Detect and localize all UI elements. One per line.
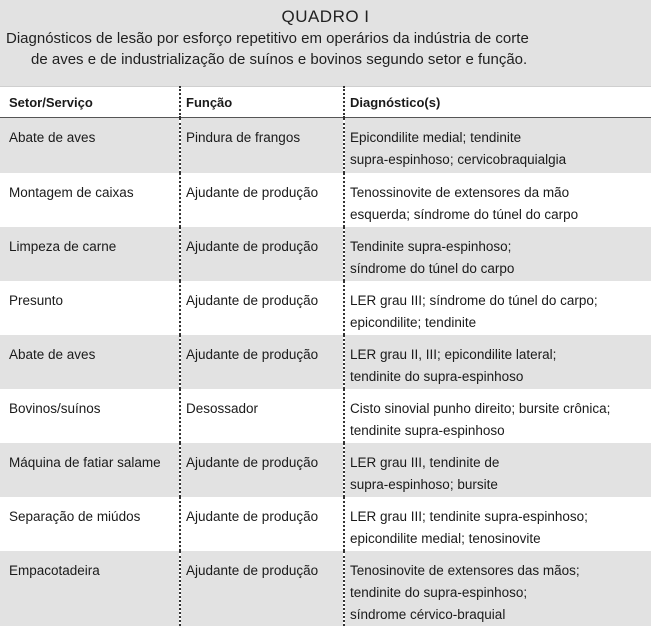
cell-diagnostico	[344, 443, 651, 497]
cell-diagnostico	[344, 335, 651, 389]
table-caption	[0, 28, 651, 70]
diagnostico-line: Cisto sinovial punho direito; bursite crônica;	[350, 401, 611, 416]
cell-diagnostico	[344, 118, 651, 174]
header-row	[0, 87, 651, 118]
cell-diagnostico	[344, 227, 651, 281]
cell-setor: Máquina de fatiar salame	[0, 443, 180, 497]
table-row	[0, 173, 651, 227]
diagnostico-line: Tenossinovite de extensores da mão	[350, 185, 570, 200]
cell-setor: Limpeza de carne	[0, 227, 180, 281]
diagnostico-line: tendinite do supra-espinhoso	[350, 369, 524, 384]
cell-diagnostico	[344, 497, 651, 551]
cell-funcao: Pindura de frangos	[180, 118, 344, 174]
cell-diagnostico	[344, 389, 651, 443]
diagnostico-line: supra-espinhoso; bursite	[350, 477, 498, 492]
cell-setor: Montagem de caixas	[9, 185, 134, 200]
diagnostico-line: epicondilite; tendinite	[350, 315, 477, 330]
column-header-funcao: Função	[180, 87, 344, 118]
table-row	[0, 118, 651, 174]
cell-setor: Empacotadeira	[0, 551, 180, 626]
diagnostico-line: LER grau III; tendinite supra-espinhoso;	[350, 509, 588, 524]
diagnostico-line: esquerda; síndrome do túnel do carpo	[350, 207, 579, 222]
cell-setor: Abate de aves	[0, 118, 180, 174]
table-row	[0, 389, 651, 443]
diagnostico-line: Tendinite supra-espinhoso;	[350, 239, 512, 254]
diagnostico-line: epicondilite medial; tenosinovite	[350, 531, 541, 546]
cell-funcao: Ajudante de produção	[180, 335, 344, 389]
table-row	[0, 443, 651, 497]
cell-diagnostico	[344, 281, 651, 335]
table-row	[0, 551, 651, 626]
cell-funcao: Ajudante de produção	[180, 497, 344, 551]
diagnostico-line: supra-espinhoso; cervicobraquialgia	[350, 152, 567, 167]
title-block	[0, 0, 651, 86]
cell-funcao: Ajudante de produção	[180, 227, 344, 281]
cell-setor: Separação de miúdos	[9, 509, 141, 524]
diagnostico-line: síndrome cérvico-braquial	[350, 607, 506, 622]
table-row	[0, 497, 651, 551]
diagnostico-line: síndrome do túnel do carpo	[350, 261, 515, 276]
diagnostico-line: LER grau III, tendinite de	[350, 455, 500, 470]
cell-setor: Abate de aves	[0, 335, 180, 389]
cell-funcao: Ajudante de produção	[180, 281, 344, 335]
diagnostico-line: Epicondilite medial; tendinite	[350, 130, 522, 145]
column-header-diagnostico: Diagnóstico(s)	[344, 87, 651, 118]
quadro-title: QUADRO I	[281, 7, 370, 26]
diagnostico-line: Tenosinovite de extensores das mãos;	[350, 563, 580, 578]
cell-setor: Bovinos/suínos	[9, 401, 101, 416]
cell-funcao: Ajudante de produção	[180, 443, 344, 497]
caption-line-1: Diagnósticos de lesão por esforço repetitivo em operários da indústria de corte	[6, 30, 529, 47]
table-row	[0, 281, 651, 335]
cell-diagnostico	[344, 173, 651, 227]
diagnostico-line: LER grau III; síndrome do túnel do carpo;	[350, 293, 598, 308]
cell-funcao: Ajudante de produção	[180, 551, 344, 626]
table-row	[0, 227, 651, 281]
table-row	[0, 335, 651, 389]
caption-line-2: de aves e de industrialização de suínos e bovinos segundo setor e função.	[31, 51, 528, 68]
column-header-setor: Setor/Serviço	[0, 87, 180, 118]
cell-setor: Presunto	[9, 293, 64, 308]
diagnostico-line: tendinite do supra-espinhoso;	[350, 585, 528, 600]
cell-funcao: Desossador	[180, 389, 344, 443]
cell-funcao: Ajudante de produção	[180, 173, 344, 227]
diagnosis-table	[0, 86, 651, 626]
diagnostico-line: LER grau II, III; epicondilite lateral;	[350, 347, 557, 362]
cell-diagnostico	[344, 551, 651, 626]
diagnostico-line: tendinite supra-espinhoso	[350, 423, 505, 438]
